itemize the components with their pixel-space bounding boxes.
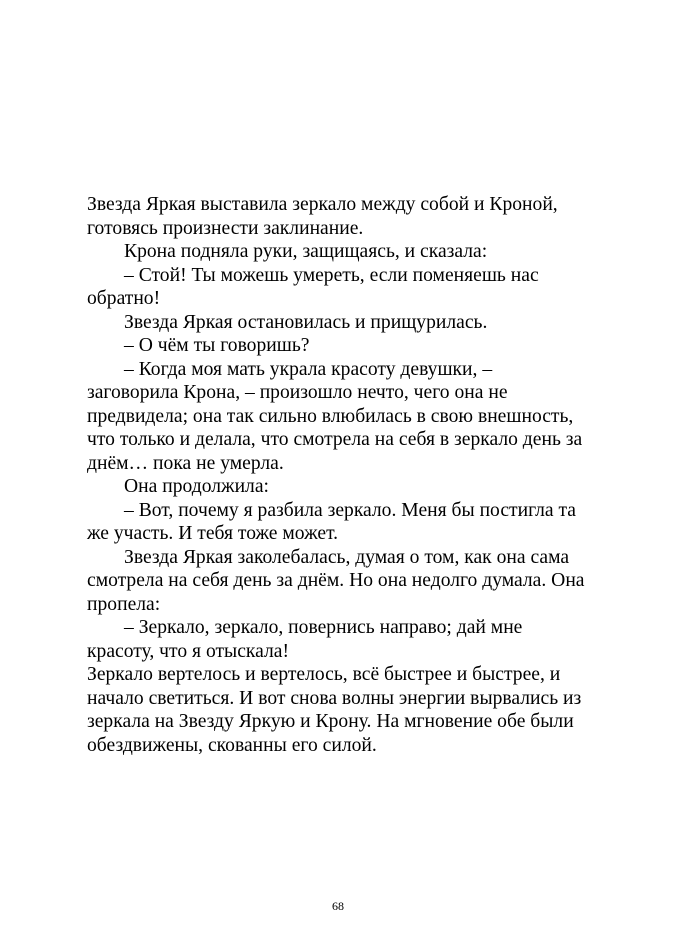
text-line: пропела:: [87, 593, 161, 615]
text-line: – Стой! Ты можешь умереть, если поменяешь нас: [124, 264, 539, 286]
text-line: – Когда моя мать украла красоту девушки, –: [124, 358, 493, 380]
text-line: красоту, что я отыскала!: [87, 640, 290, 662]
text-line: же участь. И тебя тоже может.: [87, 523, 339, 544]
text-line: что только и делала, что смотрела на себя в зеркало день за: [87, 429, 583, 450]
text-line: Звезда Яркая остановилась и прищурилась.: [124, 311, 488, 333]
text-line: зеркала на Звезду Яркую и Крону. На мгновение обе были: [87, 711, 574, 732]
page-number: 68: [332, 899, 344, 913]
text-line: готовясь произнести заклинание.: [87, 217, 364, 239]
text-line: – О чём ты говоришь?: [124, 335, 310, 356]
text-line: днём… пока не умерла.: [87, 452, 284, 474]
body-text: [87, 193, 632, 757]
text-line: начало светиться. И вот снова волны энергии вырвались из: [87, 687, 582, 709]
text-line: Зеркало вертелось и вертелось, всё быстрее и быстрее, и: [87, 664, 561, 685]
text-line: заговорила Крона, – произошло нечто, чего она не: [87, 382, 508, 403]
text-line: смотрела на себя день за днём. Но она недолго думала. Она: [87, 570, 585, 591]
text-line: обратно!: [87, 288, 161, 309]
text-line: обездвижены, скованны его силой.: [87, 734, 377, 756]
text-line: предвидела; она так сильно влюбилась в свою внешность,: [87, 405, 574, 427]
text-line: Крона подняла руки, защищаясь, и сказала:: [124, 241, 488, 262]
text-line: – Вот, почему я разбила зеркало. Меня бы постигла та: [124, 499, 576, 521]
text-line: Звезда Яркая выставила зеркало между собой и Кроной,: [87, 194, 558, 215]
text-line: – Зеркало, зеркало, повернись направо; дай мне: [124, 617, 523, 638]
text-line: Звезда Яркая заколебалась, думая о том, как она сама: [124, 546, 570, 568]
text-line: Она продолжила:: [124, 476, 269, 497]
